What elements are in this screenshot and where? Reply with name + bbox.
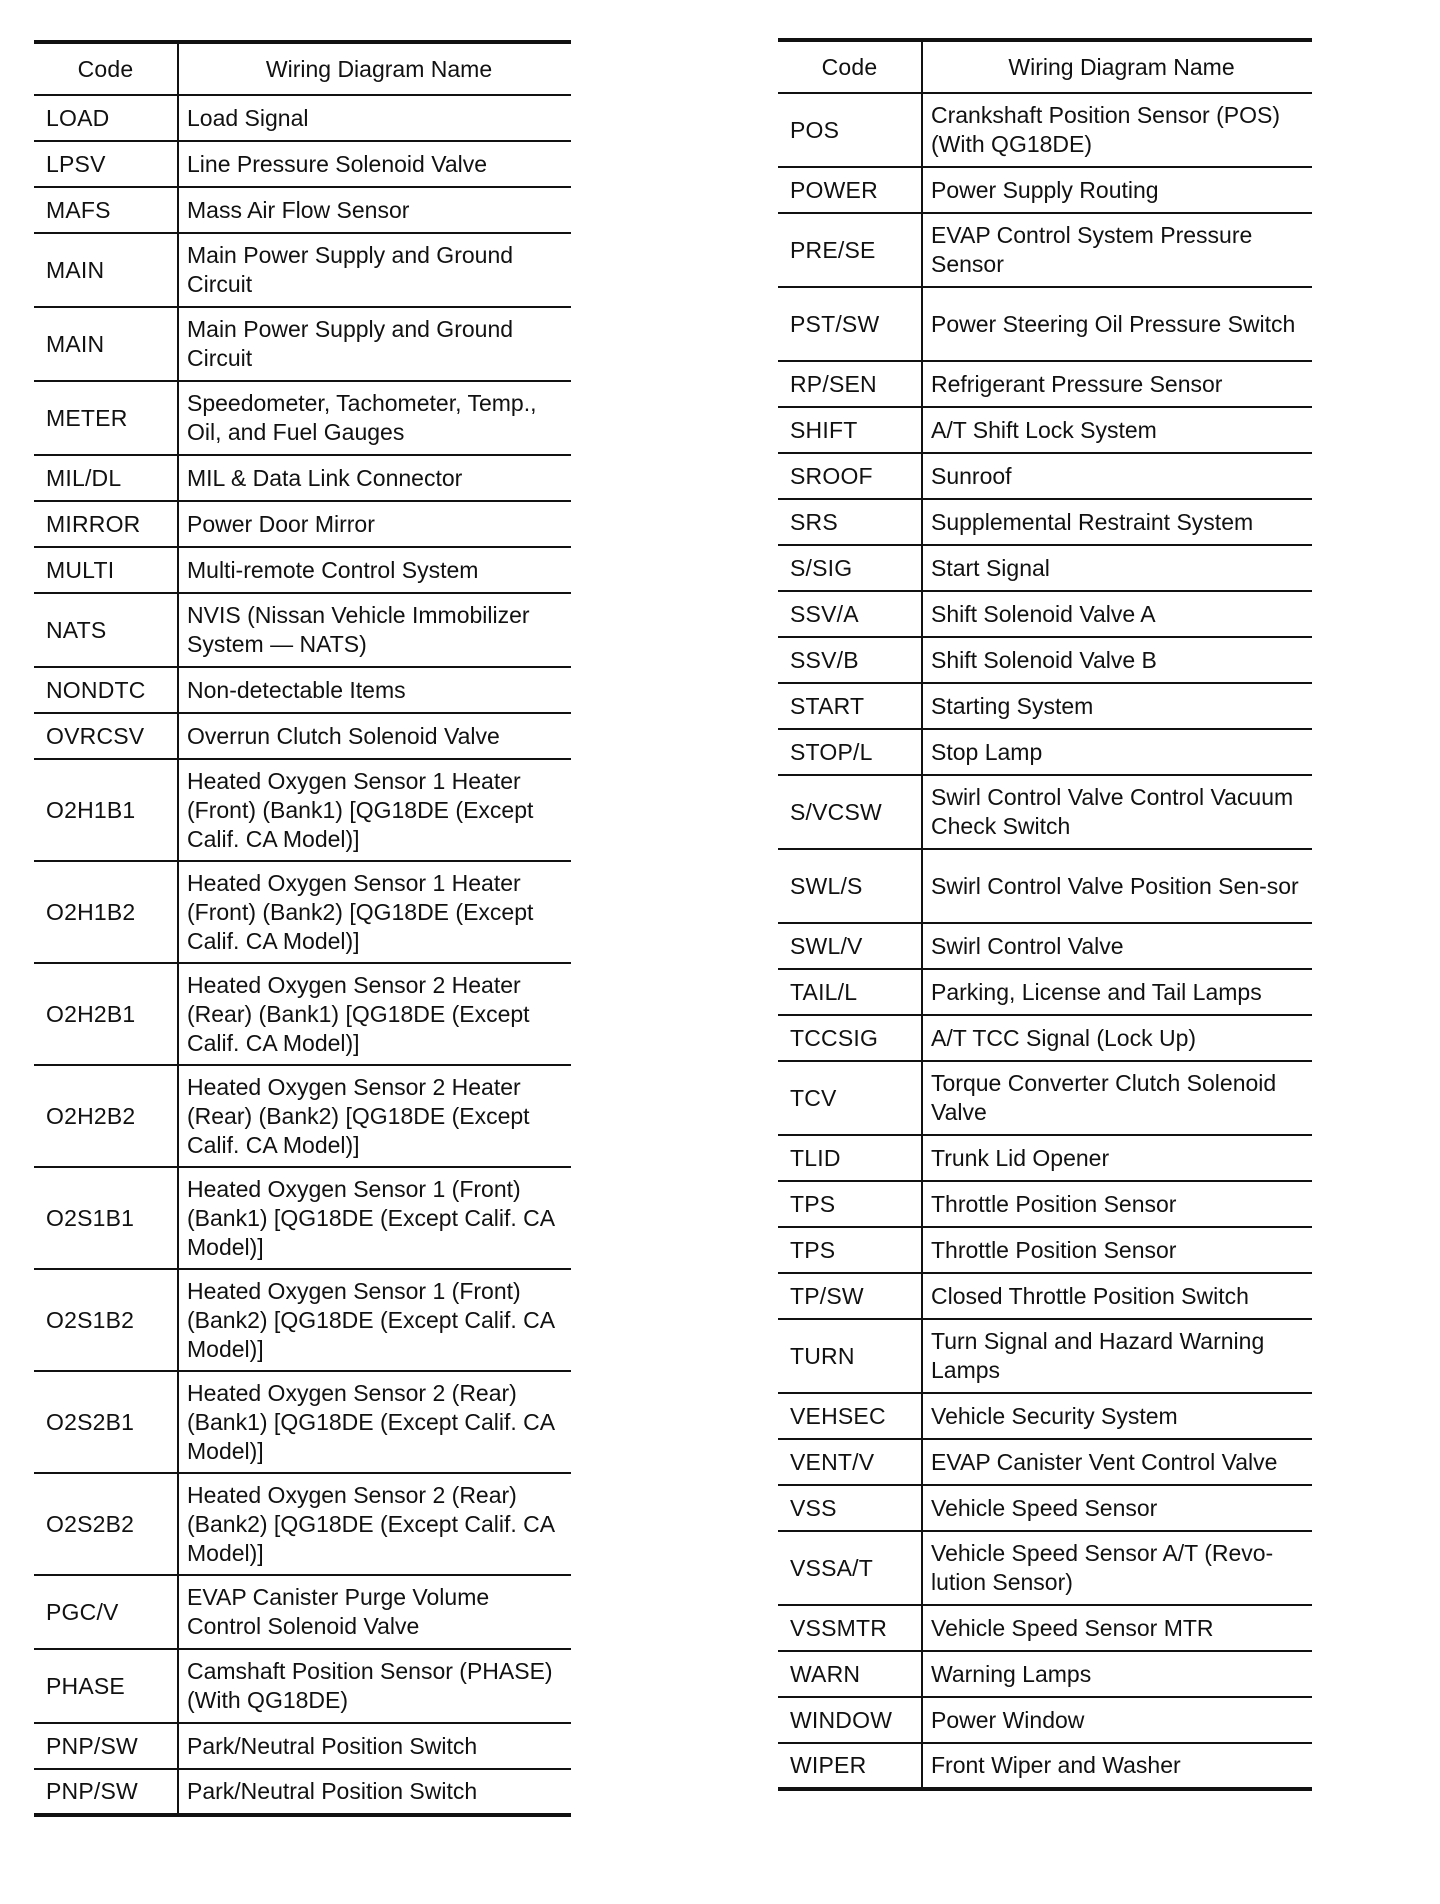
row-code: PNP/SW	[34, 1723, 178, 1769]
row-wiring-diagram-name: Vehicle Speed Sensor	[922, 1485, 1312, 1531]
row-code: TPS	[778, 1227, 922, 1273]
table-row	[778, 167, 1312, 213]
row-wiring-diagram-name: Power Supply Routing	[922, 167, 1312, 213]
row-wiring-diagram-name: Start Signal	[922, 545, 1312, 591]
row-wiring-diagram-name: Throttle Position Sensor	[922, 1227, 1312, 1273]
row-code: METER	[34, 381, 178, 455]
row-wiring-diagram-name: Power Steering Oil Pressure Switch	[922, 287, 1312, 361]
row-wiring-diagram-name: EVAP Control System Pressure Sensor	[922, 213, 1312, 287]
row-wiring-diagram-name: Refrigerant Pressure Sensor	[922, 361, 1312, 407]
row-code: VSSA/T	[778, 1531, 922, 1605]
row-code: S/VCSW	[778, 775, 922, 849]
table-row	[34, 861, 571, 963]
right-table-body	[778, 93, 1312, 1789]
table-row	[34, 1575, 571, 1649]
table-row	[34, 455, 571, 501]
table-row	[34, 141, 571, 187]
table-row	[778, 1531, 1312, 1605]
table-row	[34, 501, 571, 547]
row-wiring-diagram-name: Parking, License and Tail Lamps	[922, 969, 1312, 1015]
row-code: TCV	[778, 1061, 922, 1135]
row-wiring-diagram-name: Mass Air Flow Sensor	[178, 187, 571, 233]
row-wiring-diagram-name: Shift Solenoid Valve B	[922, 637, 1312, 683]
row-wiring-diagram-name: Swirl Control Valve	[922, 923, 1312, 969]
table-row	[778, 1439, 1312, 1485]
row-code: TPS	[778, 1181, 922, 1227]
row-wiring-diagram-name: Heated Oxygen Sensor 2 Heater (Rear) (Bank2) [QG18DE (Except Calif. CA Model)]	[178, 1065, 571, 1167]
table-row	[34, 547, 571, 593]
row-code: MIRROR	[34, 501, 178, 547]
table-row	[34, 963, 571, 1065]
table-row	[778, 1605, 1312, 1651]
table-row	[778, 729, 1312, 775]
row-code: RP/SEN	[778, 361, 922, 407]
row-code: SHIFT	[778, 407, 922, 453]
table-row	[778, 969, 1312, 1015]
table-row	[778, 1743, 1312, 1789]
table-row	[34, 667, 571, 713]
table-row	[34, 187, 571, 233]
row-code: O2H2B2	[34, 1065, 178, 1167]
table-row	[34, 1065, 571, 1167]
row-wiring-diagram-name: Torque Converter Clutch Solenoid Valve	[922, 1061, 1312, 1135]
row-wiring-diagram-name: Swirl Control Valve Control Vacuum Check Switch	[922, 775, 1312, 849]
row-code: LOAD	[34, 95, 178, 141]
table-row	[34, 1269, 571, 1371]
row-wiring-diagram-name: Heated Oxygen Sensor 2 (Rear) (Bank2) [QG18DE (Except Calif. CA Model)]	[178, 1473, 571, 1575]
row-wiring-diagram-name: Power Window	[922, 1697, 1312, 1743]
row-wiring-diagram-name: A/T TCC Signal (Lock Up)	[922, 1015, 1312, 1061]
row-wiring-diagram-name: MIL & Data Link Connector	[178, 455, 571, 501]
row-wiring-diagram-name: Crankshaft Position Sensor (POS) (With QG18DE)	[922, 93, 1312, 167]
table-row	[778, 923, 1312, 969]
row-code: MAFS	[34, 187, 178, 233]
row-code: NATS	[34, 593, 178, 667]
table-row	[778, 591, 1312, 637]
left-code-table	[34, 40, 571, 1817]
table-row	[778, 1061, 1312, 1135]
table-row	[778, 499, 1312, 545]
row-wiring-diagram-name: Main Power Supply and Ground Circuit	[178, 307, 571, 381]
left-code-header: Code	[34, 42, 178, 95]
table-row	[34, 1649, 571, 1723]
row-code: TAIL/L	[778, 969, 922, 1015]
row-wiring-diagram-name: Park/Neutral Position Switch	[178, 1723, 571, 1769]
row-wiring-diagram-name: Heated Oxygen Sensor 2 Heater (Rear) (Bank1) [QG18DE (Except Calif. CA Model)]	[178, 963, 571, 1065]
row-code: SWL/V	[778, 923, 922, 969]
table-row	[34, 307, 571, 381]
table-row	[778, 637, 1312, 683]
row-code: MAIN	[34, 307, 178, 381]
table-row	[778, 1697, 1312, 1743]
table-row	[34, 759, 571, 861]
row-code: VEHSEC	[778, 1393, 922, 1439]
row-wiring-diagram-name: Speedometer, Tachometer, Temp., Oil, and Fuel Gauges	[178, 381, 571, 455]
row-wiring-diagram-name: Heated Oxygen Sensor 1 Heater (Front) (Bank1) [QG18DE (Except Calif. CA Model)]	[178, 759, 571, 861]
row-code: O2S2B2	[34, 1473, 178, 1575]
row-wiring-diagram-name: Heated Oxygen Sensor 1 (Front) (Bank2) [QG18DE (Except Calif. CA Model)]	[178, 1269, 571, 1371]
row-code: O2H1B2	[34, 861, 178, 963]
row-wiring-diagram-name: Vehicle Speed Sensor A/T (Revo-lution Sensor)	[922, 1531, 1312, 1605]
table-row	[34, 233, 571, 307]
row-code: MIL/DL	[34, 455, 178, 501]
row-code: S/SIG	[778, 545, 922, 591]
row-code: WINDOW	[778, 1697, 922, 1743]
row-code: OVRCSV	[34, 713, 178, 759]
left-table-header-row	[34, 42, 571, 95]
row-code: VSSMTR	[778, 1605, 922, 1651]
row-wiring-diagram-name: EVAP Canister Purge Volume Control Solenoid Valve	[178, 1575, 571, 1649]
table-row	[778, 1227, 1312, 1273]
row-code: POWER	[778, 167, 922, 213]
table-row	[34, 1473, 571, 1575]
table-row	[34, 1167, 571, 1269]
table-row	[778, 361, 1312, 407]
row-wiring-diagram-name: Swirl Control Valve Position Sen-sor	[922, 849, 1312, 923]
row-code: MAIN	[34, 233, 178, 307]
row-code: O2S1B2	[34, 1269, 178, 1371]
right-table-header-row	[778, 40, 1312, 93]
row-wiring-diagram-name: EVAP Canister Vent Control Valve	[922, 1439, 1312, 1485]
table-row	[34, 593, 571, 667]
table-row	[34, 713, 571, 759]
row-code: VSS	[778, 1485, 922, 1531]
row-code: TLID	[778, 1135, 922, 1181]
left-name-header: Wiring Diagram Name	[178, 42, 571, 95]
row-code: TCCSIG	[778, 1015, 922, 1061]
table-row	[778, 1015, 1312, 1061]
row-wiring-diagram-name: Non-detectable Items	[178, 667, 571, 713]
row-code: STOP/L	[778, 729, 922, 775]
row-code: PRE/SE	[778, 213, 922, 287]
row-wiring-diagram-name: Vehicle Speed Sensor MTR	[922, 1605, 1312, 1651]
row-code: TURN	[778, 1319, 922, 1393]
table-row	[778, 683, 1312, 729]
table-row	[34, 381, 571, 455]
row-code: START	[778, 683, 922, 729]
table-row	[778, 1651, 1312, 1697]
row-wiring-diagram-name: NVIS (Nissan Vehicle Immobilizer System — NATS)	[178, 593, 571, 667]
row-code: O2H2B1	[34, 963, 178, 1065]
row-code: SROOF	[778, 453, 922, 499]
row-code: PGC/V	[34, 1575, 178, 1649]
row-wiring-diagram-name: Vehicle Security System	[922, 1393, 1312, 1439]
row-wiring-diagram-name: Park/Neutral Position Switch	[178, 1769, 571, 1815]
table-row	[778, 407, 1312, 453]
row-code: POS	[778, 93, 922, 167]
row-code: WIPER	[778, 1743, 922, 1789]
row-wiring-diagram-name: Closed Throttle Position Switch	[922, 1273, 1312, 1319]
row-wiring-diagram-name: Shift Solenoid Valve A	[922, 591, 1312, 637]
row-code: PNP/SW	[34, 1769, 178, 1815]
row-code: O2S1B1	[34, 1167, 178, 1269]
row-wiring-diagram-name: Overrun Clutch Solenoid Valve	[178, 713, 571, 759]
table-row	[34, 1723, 571, 1769]
table-row	[34, 1769, 571, 1815]
row-wiring-diagram-name: Heated Oxygen Sensor 2 (Rear) (Bank1) [QG18DE (Except Calif. CA Model)]	[178, 1371, 571, 1473]
row-wiring-diagram-name: Trunk Lid Opener	[922, 1135, 1312, 1181]
row-wiring-diagram-name: Front Wiper and Washer	[922, 1743, 1312, 1789]
table-row	[778, 453, 1312, 499]
row-wiring-diagram-name: Throttle Position Sensor	[922, 1181, 1312, 1227]
right-name-header: Wiring Diagram Name	[922, 40, 1312, 93]
table-row	[778, 775, 1312, 849]
row-wiring-diagram-name: Stop Lamp	[922, 729, 1312, 775]
row-wiring-diagram-name: Camshaft Position Sensor (PHASE) (With QG18DE)	[178, 1649, 571, 1723]
row-wiring-diagram-name: A/T Shift Lock System	[922, 407, 1312, 453]
table-row	[778, 93, 1312, 167]
row-wiring-diagram-name: Main Power Supply and Ground Circuit	[178, 233, 571, 307]
table-row	[778, 1393, 1312, 1439]
row-code: PST/SW	[778, 287, 922, 361]
row-wiring-diagram-name: Warning Lamps	[922, 1651, 1312, 1697]
table-row	[34, 1371, 571, 1473]
row-wiring-diagram-name: Power Door Mirror	[178, 501, 571, 547]
row-code: MULTI	[34, 547, 178, 593]
row-code: O2S2B1	[34, 1371, 178, 1473]
table-row	[778, 1485, 1312, 1531]
table-row	[778, 1319, 1312, 1393]
row-code: SRS	[778, 499, 922, 545]
row-code: PHASE	[34, 1649, 178, 1723]
row-code: SWL/S	[778, 849, 922, 923]
row-wiring-diagram-name: Multi-remote Control System	[178, 547, 571, 593]
row-wiring-diagram-name: Supplemental Restraint System	[922, 499, 1312, 545]
row-code: SSV/B	[778, 637, 922, 683]
table-row	[778, 849, 1312, 923]
table-row	[778, 1273, 1312, 1319]
row-wiring-diagram-name: Turn Signal and Hazard Warning Lamps	[922, 1319, 1312, 1393]
right-code-table	[778, 38, 1312, 1791]
row-code: O2H1B1	[34, 759, 178, 861]
row-code: LPSV	[34, 141, 178, 187]
row-code: VENT/V	[778, 1439, 922, 1485]
row-code: WARN	[778, 1651, 922, 1697]
row-wiring-diagram-name: Starting System	[922, 683, 1312, 729]
table-row	[778, 287, 1312, 361]
row-code: TP/SW	[778, 1273, 922, 1319]
row-wiring-diagram-name: Heated Oxygen Sensor 1 Heater (Front) (Bank2) [QG18DE (Except Calif. CA Model)]	[178, 861, 571, 963]
left-table-body	[34, 95, 571, 1815]
row-wiring-diagram-name: Load Signal	[178, 95, 571, 141]
row-wiring-diagram-name: Heated Oxygen Sensor 1 (Front) (Bank1) [QG18DE (Except Calif. CA Model)]	[178, 1167, 571, 1269]
table-row	[778, 1181, 1312, 1227]
row-code: SSV/A	[778, 591, 922, 637]
row-code: NONDTC	[34, 667, 178, 713]
row-wiring-diagram-name: Line Pressure Solenoid Valve	[178, 141, 571, 187]
row-wiring-diagram-name: Sunroof	[922, 453, 1312, 499]
table-row	[778, 213, 1312, 287]
table-row	[34, 95, 571, 141]
table-row	[778, 545, 1312, 591]
table-row	[778, 1135, 1312, 1181]
right-code-header: Code	[778, 40, 922, 93]
